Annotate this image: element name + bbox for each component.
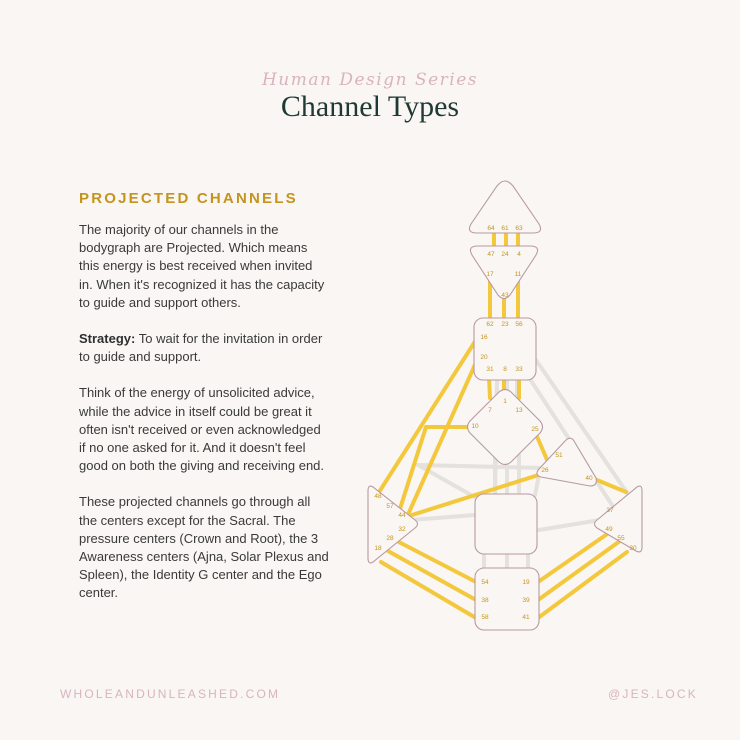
social-handle[interactable]: @JES.LOCK [608,687,699,701]
centers-paragraph: These projected channels go through all the centers except for the Sacral. The pressure centers (Crown and Root), the 3 Awareness centers (Ajna, Solar Plexus and Spleen), the Identity G center and the Ego center. [79,494,329,601]
gate-label: 8 [503,366,507,373]
gate-label: 26 [541,467,549,474]
strategy-label: Strategy: [79,331,136,347]
gate-label: 44 [398,512,406,519]
gate-label: 24 [501,251,509,258]
intro-paragraph: The majority of our channels in the bodygraph are Projected. Which means this energy is best received when invited in. When it's recognized it has the capacity to guide and support others. [79,222,325,310]
gate-label: 37 [606,507,614,514]
gate-label: 64 [487,225,495,232]
gate-label: 17 [486,271,494,278]
strategy-text: To wait for the invitation in order to guide and support. [79,331,323,365]
section-heading: PROJECTED CHANNELS [79,190,298,207]
gate-label: 23 [501,321,509,328]
website-link[interactable]: WHOLEANDUNLEASHED.COM [60,687,281,701]
advice-paragraph: Think of the energy of unsolicited advice, while the advice in itself could be great it often isn't received or even acknowledged if no one asked for it. And it doesn't feel good on both the giving and receiving end. [79,385,325,474]
gate-label: 39 [522,597,530,604]
gate-label: 63 [515,225,523,232]
gate-label: 18 [374,545,382,552]
gate-label: 58 [481,614,489,621]
gate-label: 19 [522,579,530,586]
gate-label: 48 [374,493,382,500]
gate-label: 54 [481,579,489,586]
gate-label: 62 [486,321,494,328]
gate-label: 47 [487,251,495,258]
gate-label: 51 [555,452,563,459]
gate-label: 38 [481,597,489,604]
gate-label: 49 [605,526,613,533]
gate-label: 30 [629,545,637,552]
gate-label: 41 [522,614,530,621]
gate-label: 40 [585,475,593,482]
gate-label: 11 [514,271,522,278]
gate-label: 4 [517,251,521,258]
series-script-title: Human Design Series [261,70,479,90]
gate-label: 20 [480,354,488,361]
gate-label: 43 [501,292,509,299]
gate-label: 56 [515,321,523,328]
gate-label: 32 [398,526,406,533]
sacral-center [475,494,537,554]
gate-label: 55 [617,535,625,542]
gate-label: 28 [386,535,394,542]
gate-label: 33 [515,366,523,373]
gate-label: 7 [488,407,492,414]
gate-label: 13 [515,407,523,414]
gate-label: 16 [480,334,488,341]
gate-label: 31 [486,366,494,373]
gate-label: 61 [501,225,509,232]
gate-label: 10 [471,423,479,430]
gate-label: 25 [531,426,539,433]
gate-label: 57 [386,503,394,510]
page-title: Channel Types [280,90,460,123]
gate-label: 1 [503,398,507,405]
